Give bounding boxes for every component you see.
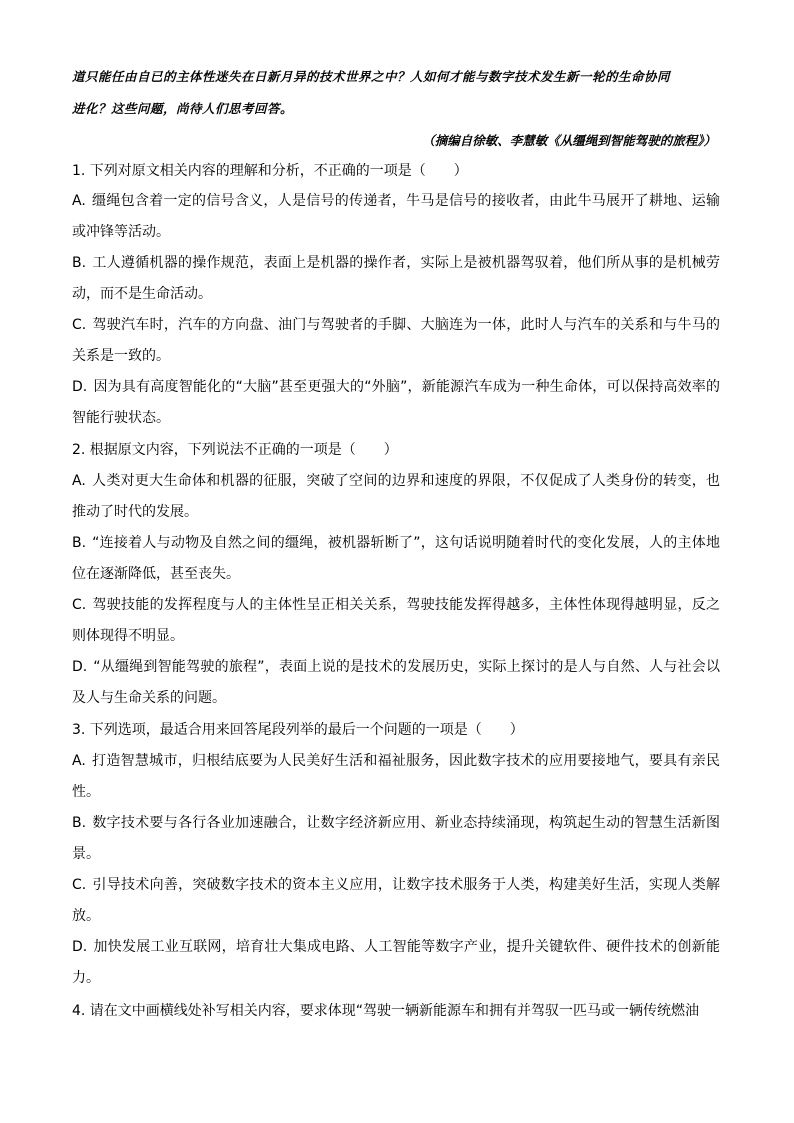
option-text: 因为具有高度智能化的“大脑”甚至更强大的“外脑”，新能源汽车成为一种生命体，可以保持高效率的智能行驶状态。 <box>72 379 720 426</box>
option-text: 加快发展工业互联网，培育壮大集成电路、人工智能等数字产业，提升关键软件、硬件技术的创新能力。 <box>72 939 720 986</box>
question-3-option-a <box>72 746 720 807</box>
question-3-option-d <box>72 932 720 993</box>
question-1-option-c <box>72 310 720 371</box>
option-text: 缰绳包含着一定的信号含义，人是信号的传递者，牛马是信号的接收者，由此牛马展开了耕地、运输或冲锋等活动。 <box>72 193 720 240</box>
question-2-option-d <box>72 652 720 713</box>
option-text: 驾驶汽车时，汽车的方向盘、油门与驾驶者的手脚、大脑连为一体，此时人与汽车的关系和与牛马的关系是一致的。 <box>72 317 720 364</box>
option-label: C. <box>72 317 87 333</box>
option-label: A. <box>72 753 86 769</box>
question-2-option-b <box>72 528 720 589</box>
question-1-option-a <box>72 186 720 247</box>
question-1-stem: 1. 下列对原文相关内容的理解和分析，不正确的一项是（ ） <box>72 163 468 179</box>
option-label: B. <box>72 255 87 271</box>
question-2-option-a <box>72 466 720 527</box>
question-3-option-c <box>72 870 720 931</box>
option-text: 数字技术要与各行各业加速融合，让数字经济新应用、新业态持续涌现，构筑起生动的智慧生活新图景。 <box>72 815 720 862</box>
option-label: B. <box>72 815 87 831</box>
question-3-option-b <box>72 808 720 869</box>
option-text: “从缰绳到智能驾驶的旅程”，表面上说的是技术的发展历史，实际上探讨的是人与自然、人与社会以及人与生命关系的问题。 <box>72 659 720 706</box>
option-label: D. <box>72 659 88 675</box>
option-text: “连接着人与动物及自然之间的缰绳，被机器斩断了”，这句话说明随着时代的变化发展，人的主体地位在逐渐降低，甚至丧失。 <box>72 535 720 582</box>
question-1-option-d <box>72 372 720 433</box>
option-text: 人类对更大生命体和机器的征服，突破了空间的边界和速度的界限，不仅促成了人类身份的转变，也推动了时代的发展。 <box>72 473 720 520</box>
passage-line-2: 进化？这些问题，尚待人们思考回答。 <box>72 101 294 116</box>
option-text: 引导技术向善，突破数字技术的资本主义应用，让数字技术服务于人类，构建美好生活，实现人类解放。 <box>72 877 720 924</box>
question-4-stem: 4. 请在文中画横线处补写相关内容，要求体现“驾驶一辆新能源车和拥有并驾驭一匹马或一辆传统燃油 <box>72 1003 700 1019</box>
passage-source: （摘编自徐敏、李慧敏《从缰绳到智能驾驶的旅程》） <box>422 133 716 148</box>
option-label: C. <box>72 877 87 893</box>
question-2-stem: 2. 根据原文内容，下列说法不正确的一项是（ ） <box>72 442 398 458</box>
question-3-stem: 3. 下列选项，最适合用来回答尾段列举的最后一个问题的一项是（ ） <box>72 722 524 738</box>
option-text: 打造智慧城市，归根结底要为人民美好生活和福祉服务，因此数字技术的应用要接地气，要具有亲民性。 <box>72 753 720 800</box>
option-label: A. <box>72 473 86 489</box>
question-2-option-c <box>72 590 720 651</box>
question-1-option-b <box>72 248 720 309</box>
passage-line-1: 道只能任由自已的主体性迷失在日新月异的技术世界之中？人如何才能与数字技术发生新一轮的生命协同 <box>72 69 671 84</box>
option-label: A. <box>72 193 86 209</box>
option-label: D. <box>72 379 88 395</box>
option-label: B. <box>72 535 87 551</box>
option-label: C. <box>72 597 87 613</box>
option-label: D. <box>72 939 88 955</box>
option-text: 驾驶技能的发挥程度与人的主体性呈正相关关系，驾驶技能发挥得越多，主体性体现得越明显，反之则体现得不明显。 <box>72 597 720 644</box>
option-text: 工人遵循机器的操作规范，表面上是机器的操作者，实际上是被机器驾驭着，他们所从事的是机械劳动，而不是生命活动。 <box>72 255 720 302</box>
